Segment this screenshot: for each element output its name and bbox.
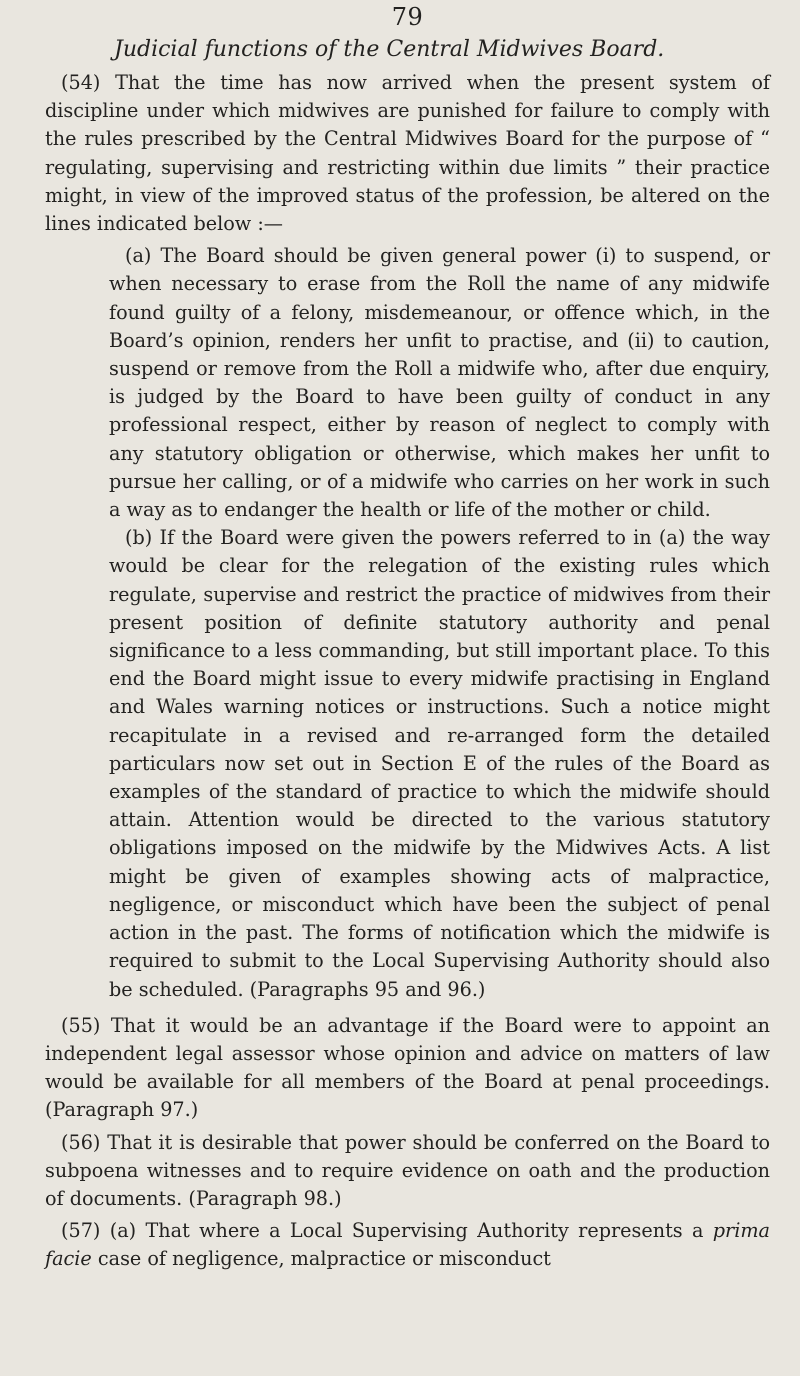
paragraph-57-tail: case of negligence, malpractice or misconduct: [91, 1247, 551, 1271]
paragraph-55: (55) That it would be an advantage if the Board were to appoint an independent legal assessor whose opinion and advice on matters of law would be available for all members of the Board at penal proceedings. (Paragraph 97.): [45, 1013, 770, 1122]
paragraph-57-lead: (57) (a) That where a Local Supervising Authority represents a: [61, 1219, 713, 1243]
section-title: Judicial functions of the Central Midwives Board.: [114, 37, 665, 62]
paragraph-57: [45, 1217, 770, 1273]
page-number: 79: [391, 3, 424, 31]
paragraph-54-intro: (54) That the time has now arrived when the present system of discipline under which midwives are punished for failure to comply with the rules prescribed by the Central Midwives Board for the purpose of “ regulating, supervising and restricting within due limits ” their practice might, in view of the improved status of the profession, be altered on the lines indicated below :—: [45, 71, 770, 236]
paragraph-56: (56) That it is desirable that power should be conferred on the Board to subpoena witnesses and to require evidence on oath and the production of documents. (Paragraph 98.): [45, 1130, 770, 1210]
paragraph-54-b: (b) If the Board were given the powers referred to in (a) the way would be clear for the relegation of the existing rules which regulate, supervise and restrict the practice of midwives from their present position of definite statutory authority and penal significance to a less commanding, but still important place. To this end the Board might issue to every midwife practising in England and Wales warning notices or instructions. Such a notice might recapitulate in a revised and re-arranged form the detailed particulars now set out in Section E of the rules of the Board as examples of the standard of practice to which the midwife should attain. Attention would be directed to the various statutory obligations imposed on the midwife by the Midwives Acts. A list might be given of examples showing acts of malpractice, negligence, or misconduct which have been the subject of penal action in the past. The forms of notification which the midwife is required to submit to the Local Supervising Authority should also be scheduled. (Paragraphs 95 and 96.): [109, 526, 770, 1001]
paragraph-57-italic: prima facie: [45, 1219, 770, 1271]
paragraph-54-a: (a) The Board should be given general power (i) to suspend, or when necessary to erase from the Roll the name of any midwife found guilty of a felony, misdemeanour, or offence which, in the Board’s opinion, renders her unfit to practise, and (ii) to caution, suspend or remove from the Roll a midwife who, after due enquiry, is judged by the Board to have been guilty of conduct in any professional respect, either by reason of neglect to comply with any statutory obligation or otherwise, which makes her unfit to pursue her calling, or of a midwife who carries on her work in such a way as to endanger the health or life of the mother or child.: [109, 244, 770, 522]
